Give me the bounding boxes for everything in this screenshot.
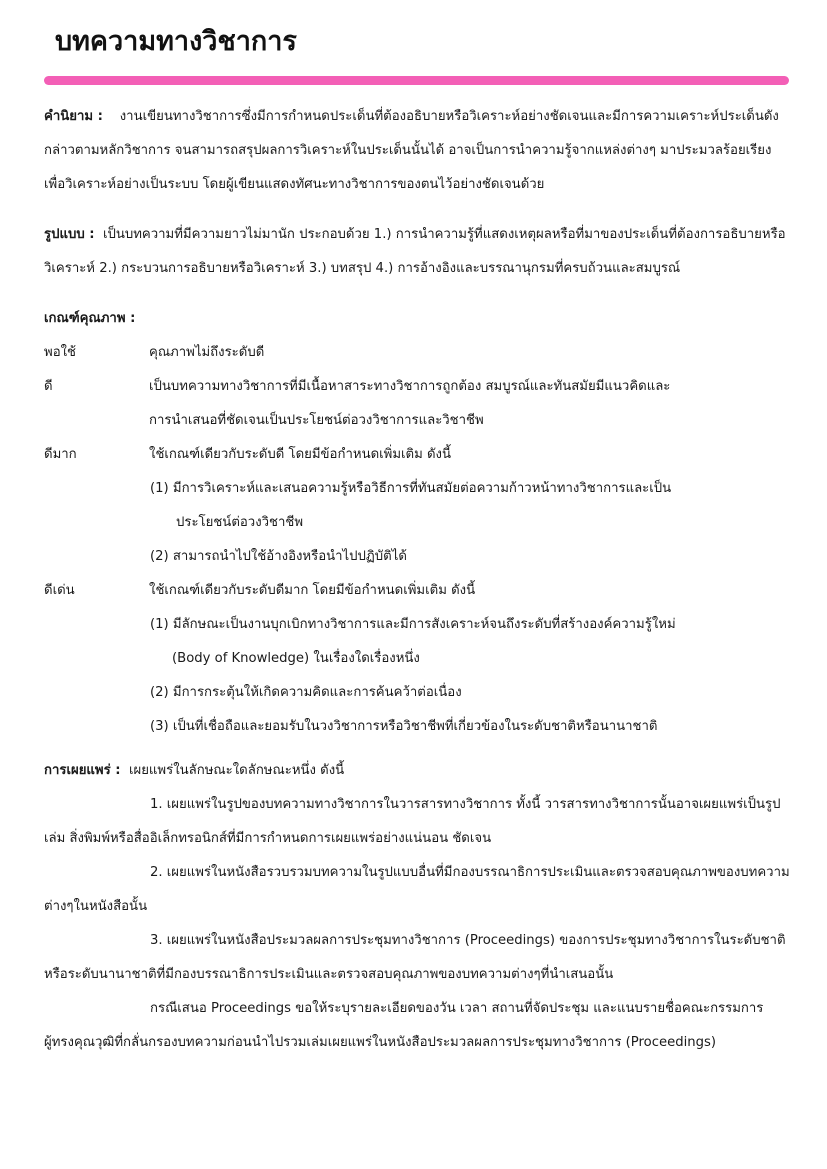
level-desc: คุณภาพไม่ถึงระดับดี: [149, 345, 265, 360]
level-item: (1) มีการวิเคราะห์และเสนอความรู้หรือวิธีการที่ทันสมัยต่อความก้าวหน้าทางวิชาการและเป็น: [150, 481, 672, 496]
level-term: ดีมาก: [44, 447, 77, 462]
criteria-level-fair: [44, 336, 792, 370]
level-desc: ใช้เกณฑ์เดียวกับระดับดีมาก โดยมีข้อกำหนดเพิ่มเติม ดังนี้: [149, 583, 476, 598]
publication-intro: เผยแพร่ในลักษณะใดลักษณะหนึ่ง ดังนี้: [128, 763, 345, 778]
publication-label: การเผยแพร่ :: [44, 763, 121, 778]
level-desc: ใช้เกณฑ์เดียวกับระดับดี โดยมีข้อกำหนดเพิ่มเติม ดังนี้: [149, 447, 452, 462]
level-item-cont: ประโยชน์ต่อวงวิชาชีพ: [176, 515, 304, 530]
level-item: (2) มีการกระตุ้นให้เกิดความคิดและการค้นคว้าต่อเนื่อง: [150, 685, 462, 700]
level-item: (3) เป็นที่เชื่อถือและยอมรับในวงวิชาการหรือวิชาชีพที่เกี่ยวข้องในระดับชาติหรือนานาชาติ: [150, 719, 658, 734]
criteria-section: [44, 302, 792, 744]
title-underline: [44, 76, 789, 85]
format-section: [44, 218, 792, 286]
criteria-level-good: [44, 370, 792, 438]
page-title: บทความทางวิชาการ: [55, 26, 297, 57]
publication-paragraph: กรณีเสนอ Proceedings ขอให้ระบุรายละเอียดของวัน เวลา สถานที่จัดประชุม และแนบรายชื่อคณะกรรมการผู้ทรงคุณวุฒิที่กลั่นกรองบทความก่อนนำไปรวมเล่มเผยแพร่ในหนังสือประมวลผลการประชุมทางวิชาการ (Proceedings): [44, 1001, 764, 1050]
level-item: (2) สามารถนำไปใช้อ้างอิงหรือนำไปปฏิบัติได้: [150, 549, 407, 564]
criteria-level-very-good: [44, 438, 792, 472]
publication-section: [44, 754, 792, 1060]
level-term: พอใช้: [44, 345, 77, 360]
level-desc: การนำเสนอที่ชัดเจนเป็นประโยชน์ต่อวงวิชาการและวิชาชีพ: [149, 413, 484, 428]
level-item-cont: (Body of Knowledge) ในเรื่องใดเรื่องหนึ่ง: [172, 651, 420, 666]
format-text: เป็นบทความที่มีความยาวไม่มานัก ประกอบด้วย 1.) การนำความรู้ที่แสดงเหตุผลหรือที่มาของประเด็นที่ต้องการอธิบายหรือวิเคราะห์ 2.) กระบวนการอธิบายหรือวิเคราะห์ 3.) บทสรุป 4.) การอ้างอิงและบรรณานุกรมที่ครบถ้วนและสมบูรณ์: [44, 227, 786, 276]
level-item: (1) มีลักษณะเป็นงานบุกเบิกทางวิชาการและมีการสังเคราะห์จนถึงระดับที่สร้างองค์ความรู้ใหม่: [150, 617, 676, 632]
criteria-level-excellent: [44, 574, 792, 608]
level-term: ดี: [44, 379, 53, 394]
format-label: รูปแบบ :: [44, 227, 95, 242]
publication-paragraph: 1. เผยแพร่ในรูปของบทความทางวิชาการในวารสารทางวิชาการ ทั้งนี้ วารสารทางวิชาการนั้นอาจเผยแพร่เป็นรูปเล่ม สิ่งพิมพ์หรือสื่ออิเล็กทรอนิกส์ที่มีการกำหนดการเผยแพร่อย่างแน่นอน ชัดเจน: [44, 797, 781, 846]
publication-paragraph: 3. เผยแพร่ในหนังสือประมวลผลการประชุมทางวิชาการ (Proceedings) ของการประชุมทางวิชาการในระดับชาติหรือระดับนานาชาติที่มีกองบรรณาธิการประเมินและตรวจสอบคุณภาพของบทความต่างๆที่นำเสนอนั้น: [44, 933, 786, 982]
criteria-label: เกณฑ์คุณภาพ :: [44, 311, 136, 326]
definition-text: งานเขียนทางวิชาการซึ่งมีการกำหนดประเด็นที่ต้องอธิบายหรือวิเคราะห์อย่างชัดเจนและมีการความเคราะห์ประเด็นดังกล่าวตามหลักวิชาการ จนสามารถสรุปผลการวิเคราะห์ในประเด็นนั้นได้ อาจเป็นการนำความรู้จากแหล่งต่างๆ มาประมวลร้อยเรียงเพื่อวิเคราะห์อย่างเป็นระบบ โดยผู้เขียนแสดงทัศนะทางวิชาการของตนไว้อย่างชัดเจนด้วย: [44, 109, 779, 192]
definition-section: [44, 100, 792, 202]
publication-paragraph: 2. เผยแพร่ในหนังสือรวบรวมบทความในรูปแบบอื่นที่มีกองบรรณาธิการประเมินและตรวจสอบคุณภาพของบทความต่างๆในหนังสือนั้น: [44, 865, 790, 914]
level-term: ดีเด่น: [44, 583, 75, 598]
document-body: [44, 100, 792, 1060]
level-desc: เป็นบทความทางวิชาการที่มีเนื้อหาสาระทางวิชาการถูกต้อง สมบูรณ์และทันสมัยมีแนวคิดและ: [149, 379, 671, 394]
definition-label: คำนิยาม :: [44, 109, 103, 124]
